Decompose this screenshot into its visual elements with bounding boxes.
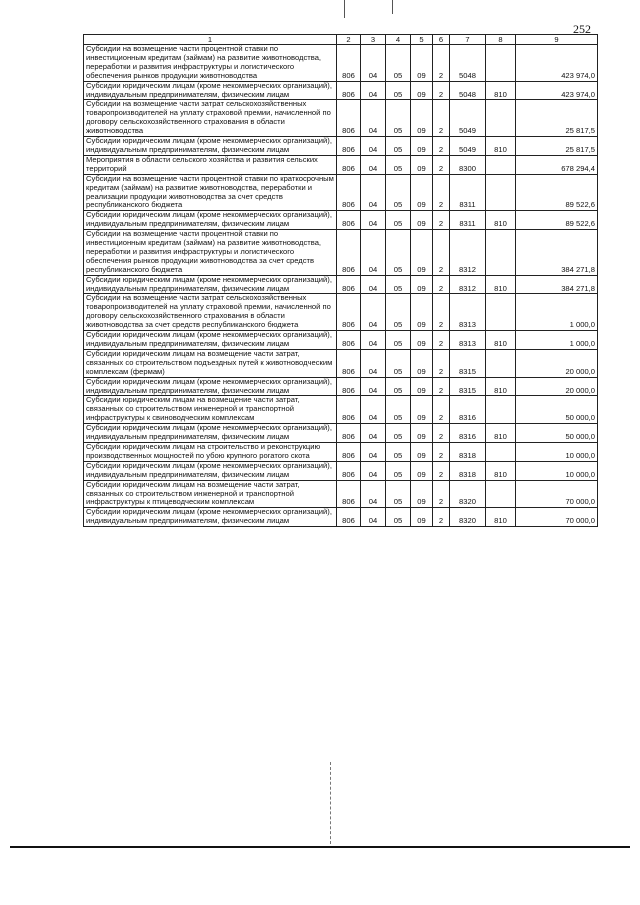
subsection-code-cell: 05	[386, 155, 411, 174]
subprogram-code-cell: 2	[433, 349, 450, 377]
subsection-code-cell: 05	[386, 508, 411, 527]
section-code-cell: 04	[361, 275, 386, 294]
subprogram-code-cell: 2	[433, 442, 450, 461]
amount-cell: 384 271,8	[516, 230, 598, 276]
expense-type-code-cell: 810	[486, 508, 516, 527]
admin-code-cell: 806	[337, 137, 361, 156]
table-row	[84, 275, 598, 294]
target-code-cell: 5048	[450, 45, 486, 82]
section-code-cell: 04	[361, 349, 386, 377]
expense-type-code-cell	[486, 230, 516, 276]
amount-cell: 50 000,0	[516, 396, 598, 424]
target-code-cell: 5048	[450, 81, 486, 100]
target-code-cell: 8315	[450, 349, 486, 377]
subprogram-code-cell: 2	[433, 294, 450, 331]
target-code-cell: 8315	[450, 377, 486, 396]
expense-type-code-cell	[486, 442, 516, 461]
row-name-cell: Субсидии юридическим лицам (кроме некоммерческих организаций), индивидуальным предпринимателям, физическим лицам	[84, 508, 337, 527]
row-name-cell: Субсидии юридическим лицам (кроме некоммерческих организаций), индивидуальным предпринимателям, физическим лицам	[84, 377, 337, 396]
column-header-7: 7	[450, 35, 486, 45]
subprogram-code-cell: 2	[433, 508, 450, 527]
budget-table	[83, 34, 598, 527]
target-code-cell: 8311	[450, 211, 486, 230]
subprogram-code-cell: 2	[433, 377, 450, 396]
column-header-5: 5	[411, 35, 433, 45]
subsection-code-cell: 05	[386, 461, 411, 480]
target-code-cell: 8316	[450, 424, 486, 443]
table-row	[84, 349, 598, 377]
row-name-cell: Субсидии юридическим лицам на возмещение части затрат, связанных со строительством подъездных путей к животноводческим комплексам (фермам)	[84, 349, 337, 377]
column-header-1: 1	[84, 35, 337, 45]
row-name-cell: Субсидии юридическим лицам на строительство и реконструкцию производственных мощностей по убою крупного рогатого скота	[84, 442, 337, 461]
table-row	[84, 377, 598, 396]
table-row	[84, 81, 598, 100]
subprogram-code-cell: 2	[433, 137, 450, 156]
binding-marks-bottom	[330, 762, 332, 844]
amount-cell: 89 522,6	[516, 211, 598, 230]
amount-cell: 50 000,0	[516, 424, 598, 443]
admin-code-cell: 806	[337, 211, 361, 230]
section-code-cell: 04	[361, 211, 386, 230]
section-code-cell: 04	[361, 396, 386, 424]
expense-type-code-cell	[486, 100, 516, 137]
amount-cell: 70 000,0	[516, 480, 598, 508]
page-bottom-rule	[10, 846, 630, 848]
expense-type-code-cell: 810	[486, 331, 516, 350]
program-code-cell: 09	[411, 442, 433, 461]
section-code-cell: 04	[361, 81, 386, 100]
column-header-4: 4	[386, 35, 411, 45]
section-code-cell: 04	[361, 424, 386, 443]
row-name-cell: Субсидии юридическим лицам (кроме некоммерческих организаций), индивидуальным предпринимателям, физическим лицам	[84, 275, 337, 294]
subprogram-code-cell: 2	[433, 211, 450, 230]
table-header-row	[84, 35, 598, 45]
program-code-cell: 09	[411, 424, 433, 443]
target-code-cell: 5049	[450, 137, 486, 156]
amount-cell: 25 817,5	[516, 137, 598, 156]
expense-type-code-cell: 810	[486, 424, 516, 443]
subprogram-code-cell: 2	[433, 81, 450, 100]
admin-code-cell: 806	[337, 508, 361, 527]
section-code-cell: 04	[361, 377, 386, 396]
admin-code-cell: 806	[337, 377, 361, 396]
program-code-cell: 09	[411, 174, 433, 211]
subsection-code-cell: 05	[386, 100, 411, 137]
admin-code-cell: 806	[337, 275, 361, 294]
subprogram-code-cell: 2	[433, 480, 450, 508]
table-row	[84, 331, 598, 350]
row-name-cell: Субсидии юридическим лицам на возмещение части затрат, связанных со строительством инженерной и транспортной инфраструктуры к свиноводческим комплексам	[84, 396, 337, 424]
table-row	[84, 230, 598, 276]
subprogram-code-cell: 2	[433, 396, 450, 424]
subprogram-code-cell: 2	[433, 275, 450, 294]
section-code-cell: 04	[361, 45, 386, 82]
binding-marks-top	[340, 0, 400, 20]
program-code-cell: 09	[411, 294, 433, 331]
program-code-cell: 09	[411, 508, 433, 527]
expense-type-code-cell	[486, 174, 516, 211]
row-name-cell: Субсидии юридическим лицам (кроме некоммерческих организаций), индивидуальным предпринимателям, физическим лицам	[84, 424, 337, 443]
column-header-2: 2	[337, 35, 361, 45]
table-row	[84, 461, 598, 480]
target-code-cell: 8313	[450, 294, 486, 331]
admin-code-cell: 806	[337, 424, 361, 443]
table-body	[84, 45, 598, 527]
admin-code-cell: 806	[337, 174, 361, 211]
column-header-9: 9	[516, 35, 598, 45]
admin-code-cell: 806	[337, 155, 361, 174]
program-code-cell: 09	[411, 461, 433, 480]
admin-code-cell: 806	[337, 81, 361, 100]
subsection-code-cell: 05	[386, 137, 411, 156]
admin-code-cell: 806	[337, 100, 361, 137]
section-code-cell: 04	[361, 174, 386, 211]
subsection-code-cell: 05	[386, 424, 411, 443]
amount-cell: 678 294,4	[516, 155, 598, 174]
section-code-cell: 04	[361, 442, 386, 461]
subsection-code-cell: 05	[386, 294, 411, 331]
row-name-cell: Субсидии на возмещение части затрат сельскохозяйственных товаропроизводителей на уплату страховой премии, начисленной по договору сельскохозяйственного страхования в области животноводства	[84, 100, 337, 137]
column-header-6: 6	[433, 35, 450, 45]
expense-type-code-cell	[486, 294, 516, 331]
admin-code-cell: 806	[337, 442, 361, 461]
expense-type-code-cell	[486, 480, 516, 508]
section-code-cell: 04	[361, 100, 386, 137]
section-code-cell: 04	[361, 331, 386, 350]
row-name-cell: Субсидии на возмещение части процентной ставки по инвестиционным кредитам (займам) на развитие животноводства, переработки и развития инфраструктуры и логистического обеспечения рынков продукции животноводства за счет средств республиканского бюджета	[84, 230, 337, 276]
subprogram-code-cell: 2	[433, 461, 450, 480]
row-name-cell: Субсидии юридическим лицам (кроме некоммерческих организаций), индивидуальным предпринимателям, физическим лицам	[84, 461, 337, 480]
amount-cell: 423 974,0	[516, 81, 598, 100]
amount-cell: 20 000,0	[516, 349, 598, 377]
expense-type-code-cell: 810	[486, 461, 516, 480]
expense-type-code-cell: 810	[486, 377, 516, 396]
subsection-code-cell: 05	[386, 230, 411, 276]
table-row	[84, 137, 598, 156]
table-row	[84, 396, 598, 424]
table-row	[84, 174, 598, 211]
program-code-cell: 09	[411, 230, 433, 276]
subprogram-code-cell: 2	[433, 424, 450, 443]
program-code-cell: 09	[411, 275, 433, 294]
target-code-cell: 8316	[450, 396, 486, 424]
row-name-cell: Мероприятия в области сельского хозяйства и развития сельских территорий	[84, 155, 337, 174]
subsection-code-cell: 05	[386, 331, 411, 350]
row-name-cell: Субсидии юридическим лицам на возмещение части затрат, связанных со строительством инженерной и транспортной инфраструктуры к птицеводческим комплексам	[84, 480, 337, 508]
subprogram-code-cell: 2	[433, 100, 450, 137]
row-name-cell: Субсидии на возмещение части затрат сельскохозяйственных товаропроизводителей на уплату страховой премии, начисленной по договору сельскохозяйственного страхования в области животноводства за счет средств республиканского бюджета	[84, 294, 337, 331]
section-code-cell: 04	[361, 230, 386, 276]
program-code-cell: 09	[411, 100, 433, 137]
table-row	[84, 100, 598, 137]
target-code-cell: 8313	[450, 331, 486, 350]
admin-code-cell: 806	[337, 396, 361, 424]
subsection-code-cell: 05	[386, 442, 411, 461]
subprogram-code-cell: 2	[433, 331, 450, 350]
amount-cell: 20 000,0	[516, 377, 598, 396]
table-row	[84, 480, 598, 508]
row-name-cell: Субсидии на возмещение части процентной ставки по инвестиционным кредитам (займам) на развитие животноводства, переработки и развития инфраструктуры и логистического обеспечения рынков продукции животноводства	[84, 45, 337, 82]
expense-type-code-cell: 810	[486, 275, 516, 294]
expense-type-code-cell: 810	[486, 211, 516, 230]
section-code-cell: 04	[361, 155, 386, 174]
column-header-3: 3	[361, 35, 386, 45]
subsection-code-cell: 05	[386, 349, 411, 377]
amount-cell: 384 271,8	[516, 275, 598, 294]
program-code-cell: 09	[411, 331, 433, 350]
amount-cell: 1 000,0	[516, 331, 598, 350]
subsection-code-cell: 05	[386, 81, 411, 100]
program-code-cell: 09	[411, 211, 433, 230]
admin-code-cell: 806	[337, 331, 361, 350]
target-code-cell: 8300	[450, 155, 486, 174]
amount-cell: 10 000,0	[516, 442, 598, 461]
expense-type-code-cell	[486, 155, 516, 174]
target-code-cell: 8318	[450, 442, 486, 461]
subprogram-code-cell: 2	[433, 155, 450, 174]
subsection-code-cell: 05	[386, 275, 411, 294]
target-code-cell: 8320	[450, 480, 486, 508]
subsection-code-cell: 05	[386, 174, 411, 211]
section-code-cell: 04	[361, 508, 386, 527]
expense-type-code-cell: 810	[486, 137, 516, 156]
subsection-code-cell: 05	[386, 480, 411, 508]
expense-type-code-cell	[486, 396, 516, 424]
subprogram-code-cell: 2	[433, 174, 450, 211]
program-code-cell: 09	[411, 45, 433, 82]
amount-cell: 89 522,6	[516, 174, 598, 211]
amount-cell: 10 000,0	[516, 461, 598, 480]
section-code-cell: 04	[361, 294, 386, 331]
expense-type-code-cell: 810	[486, 81, 516, 100]
admin-code-cell: 806	[337, 294, 361, 331]
table-row	[84, 442, 598, 461]
admin-code-cell: 806	[337, 349, 361, 377]
section-code-cell: 04	[361, 461, 386, 480]
section-code-cell: 04	[361, 480, 386, 508]
subsection-code-cell: 05	[386, 45, 411, 82]
table-row	[84, 45, 598, 82]
program-code-cell: 09	[411, 81, 433, 100]
row-name-cell: Субсидии юридическим лицам (кроме некоммерческих организаций), индивидуальным предпринимателям, физическим лицам	[84, 211, 337, 230]
admin-code-cell: 806	[337, 461, 361, 480]
subprogram-code-cell: 2	[433, 230, 450, 276]
page-number: 252	[573, 22, 591, 36]
program-code-cell: 09	[411, 377, 433, 396]
program-code-cell: 09	[411, 155, 433, 174]
target-code-cell: 8311	[450, 174, 486, 211]
amount-cell: 70 000,0	[516, 508, 598, 527]
admin-code-cell: 806	[337, 480, 361, 508]
target-code-cell: 8318	[450, 461, 486, 480]
admin-code-cell: 806	[337, 45, 361, 82]
amount-cell: 1 000,0	[516, 294, 598, 331]
amount-cell: 25 817,5	[516, 100, 598, 137]
amount-cell: 423 974,0	[516, 45, 598, 82]
program-code-cell: 09	[411, 349, 433, 377]
expense-type-code-cell	[486, 349, 516, 377]
program-code-cell: 09	[411, 137, 433, 156]
target-code-cell: 5049	[450, 100, 486, 137]
subprogram-code-cell: 2	[433, 45, 450, 82]
row-name-cell: Субсидии юридическим лицам (кроме некоммерческих организаций), индивидуальным предпринимателям, физическим лицам	[84, 81, 337, 100]
table-row	[84, 211, 598, 230]
program-code-cell: 09	[411, 396, 433, 424]
table-row	[84, 508, 598, 527]
subsection-code-cell: 05	[386, 211, 411, 230]
target-code-cell: 8320	[450, 508, 486, 527]
program-code-cell: 09	[411, 480, 433, 508]
admin-code-cell: 806	[337, 230, 361, 276]
subsection-code-cell: 05	[386, 377, 411, 396]
table-row	[84, 424, 598, 443]
expense-type-code-cell	[486, 45, 516, 82]
row-name-cell: Субсидии юридическим лицам (кроме некоммерческих организаций), индивидуальным предпринимателям, физическим лицам	[84, 137, 337, 156]
row-name-cell: Субсидии юридическим лицам (кроме некоммерческих организаций), индивидуальным предпринимателям, физическим лицам	[84, 331, 337, 350]
table-row	[84, 294, 598, 331]
column-header-8: 8	[486, 35, 516, 45]
row-name-cell: Субсидии на возмещение части процентной ставки по краткосрочным кредитам (займам) на развитие животноводства, переработки и реализации продукции животноводства за счет средств республиканского бюджета	[84, 174, 337, 211]
target-code-cell: 8312	[450, 230, 486, 276]
section-code-cell: 04	[361, 137, 386, 156]
table-row	[84, 155, 598, 174]
target-code-cell: 8312	[450, 275, 486, 294]
subsection-code-cell: 05	[386, 396, 411, 424]
